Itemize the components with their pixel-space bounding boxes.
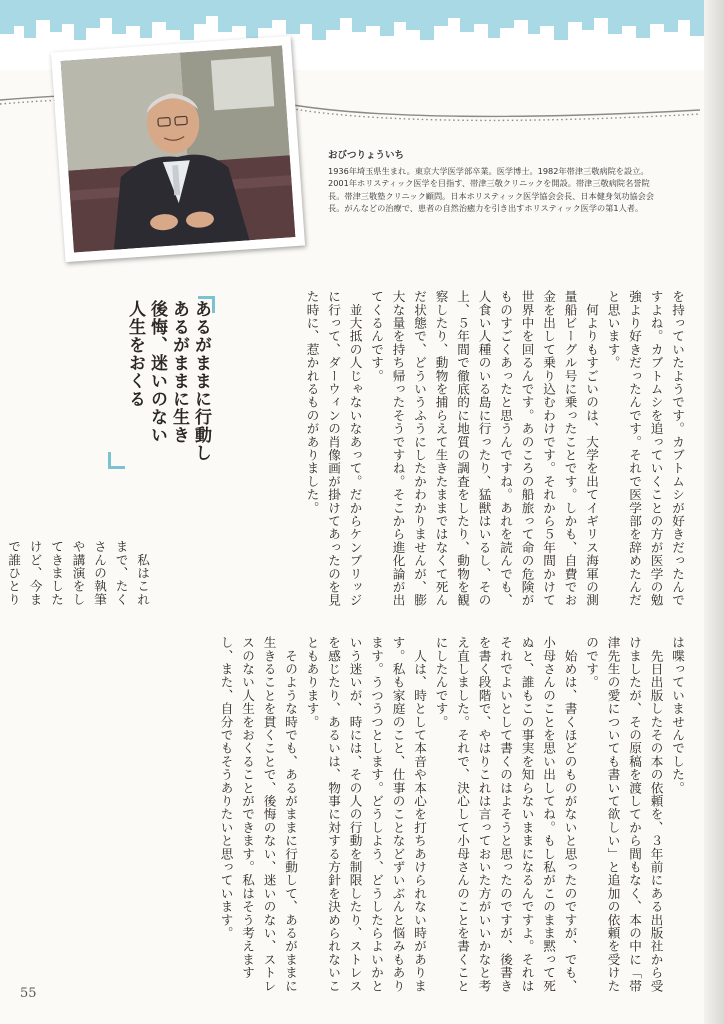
body-column-top-continued: 私はこれまで、たくさんの執筆や講演をしてきましたけど、今まで誰ひとり xyxy=(6,540,150,606)
bio-block xyxy=(328,150,658,215)
page-number: 55 xyxy=(20,986,37,1001)
bio-text: 1936年埼玉県生まれ。東京大学医学部卒業。医学博士。1982年帯津三敬病院を設立。2001年ホリスティック医学を目指す、帯津三敬クリニックを開設。帯津三敬病院名誉院長。帯津三敬塾クリニック顧問。日本ホリスティック医学協会会長、日本健身気功協会会長。がんなどの治療で、患者の自然治癒力を引き出すホリスティック医学の第1人者。 xyxy=(328,165,655,214)
headline-bracket-bottom xyxy=(108,452,125,469)
page-gutter xyxy=(704,0,724,1024)
portrait-photo xyxy=(51,36,305,262)
body-column-bottom: は喋っていませんでした。 先日出版したその本の依頼を、３年前にある出版社から受けましたが、その原稿を渡してから間もなく、本の中に「帯津先生の愛についても書いて欲しい」と追加の依頼を受けたのです。 始めは、書くほどのものがないと思ったのですが、でも、小母さんのことを思い出してね。もし私がこのまま黙って死ぬと、誰もこの事実を知らないままになるんですよ。それはそれでよいとして書くのはよそうと思ったのですが、後書きを書く段階で、やはりこれは言っておいた方がいいかなと考え直しました。それで、決心して小母さんのことを書くことにしたんです。 人は、時として本音や本心を打ちあけられない時があります。私も家庭のこと、仕事のことなどずいぶんと悩みもあります。うつうつとします。どうしよう、どうしたらよいかという迷いが、時には、その人の行動を制限したり、ストレスを感じたり、あるいは、物事に対する方針を決められないこともあります。 そのような時でも、あるがままに行動して、あるがままに生きることを貫くことで、後悔のない、迷いのない、ストレスのない人生をおくることができます。私はそう考えますし、また、自分でもそうありたいと思っています。 xyxy=(218,636,685,993)
body-column-top: を持っていたようです。カブトムシが好きだったんですよね。カブトムシを追っていくことの方が医学の勉強より好きだったんです。それで医学部を辞めたんだと思います。 何よりもすごいのは、大学を出てイギリス海軍の測量船ビーグル号に乗ったことです。しかも、自費でお金を出して乗り込むわけです。それから５年間かけて世界中を回るんです。あのころの船旅って命の危険がものすごくあったと思うんですね。あれを読んでも、人食い人種のいる島に行ったり、猛獣はいるし、その上、５年間で徹底的に地質の調査をしたり、動物を観察したり、動物を捕らえて生きたままではなくて死んだ状態で、どういうふうにしたかわかりませんが、膨大な量を持ち帰ったそうですね。そこから進化論が出てくるんです。 並大抵の人じゃないなあって。だからケンブリッジに行って、ダーウィンの肖像画が掛けてあったのを見た時に、惹かれるものがありました。 xyxy=(304,290,685,607)
headline: あるがままに行動し あるがままに生き 後悔、迷いのない 人生をおくる xyxy=(125,300,211,462)
bio-name: おびつりょういち xyxy=(328,150,405,161)
man-in-train-illustration xyxy=(61,45,296,252)
